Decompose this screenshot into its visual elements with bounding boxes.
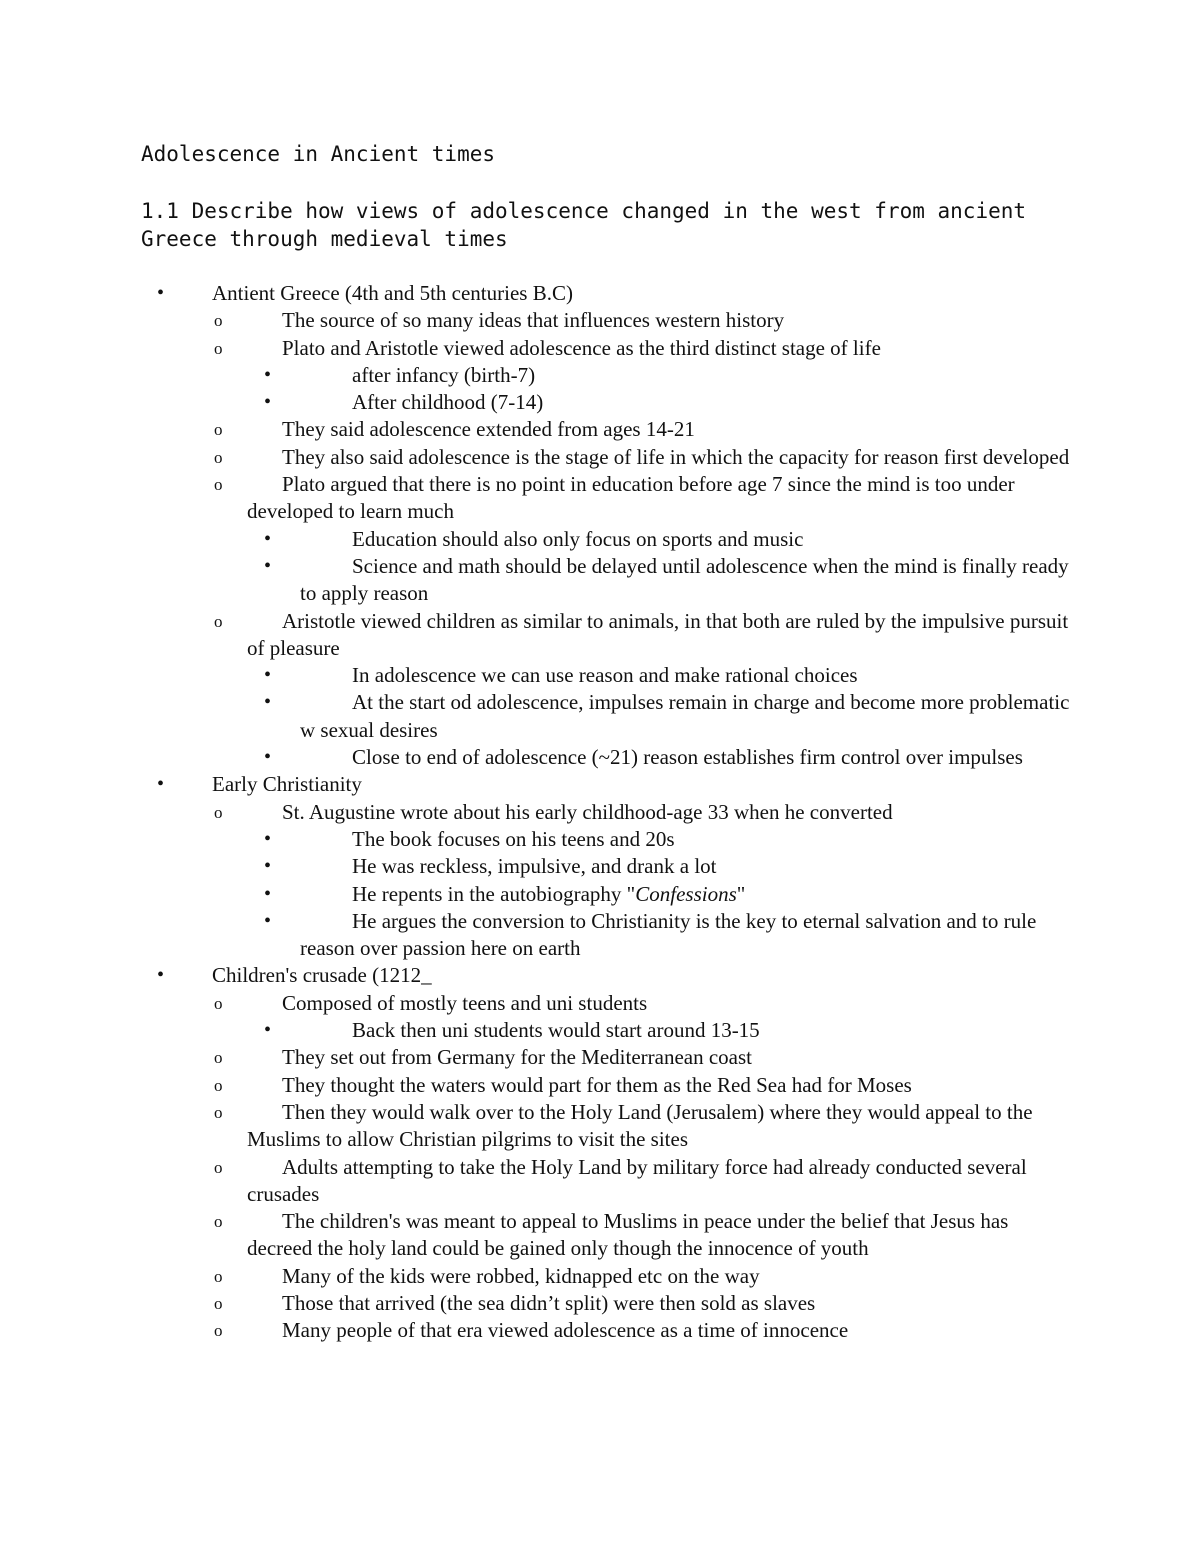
list-item xyxy=(214,1072,1070,1099)
closing-quote: " xyxy=(736,881,746,906)
bullet-dot-icon: • xyxy=(157,282,165,304)
bullet-circle-icon: o xyxy=(214,447,223,467)
bullet-circle-icon: o xyxy=(214,475,223,495)
list-item-text: At the start od adolescence, impulses remain in charge and become more problematic w sexual desires xyxy=(300,690,1070,742)
list-item xyxy=(214,416,1070,443)
bullet-circle-icon: o xyxy=(214,1293,223,1313)
bullet-dot-icon: • xyxy=(264,691,272,714)
book-title: Confessions xyxy=(635,881,737,906)
list-item xyxy=(214,1263,1070,1290)
outline-list xyxy=(0,280,1200,1345)
section-label: Early Christianity xyxy=(212,772,362,797)
bullet-dot-icon: • xyxy=(264,664,272,687)
bullet-circle-icon: o xyxy=(214,1266,223,1286)
list-item xyxy=(214,1208,1070,1263)
bullet-circle-icon: o xyxy=(214,1075,223,1095)
list-item xyxy=(264,662,1070,689)
bullet-circle-icon: o xyxy=(214,1157,223,1177)
list-item xyxy=(264,881,1070,908)
list-item-text: Then they would walk over to the Holy Land (Jerusalem) where they would appeal to the Muslims to allow Christian pilgrims to visit the sites xyxy=(247,1099,1033,1152)
list-item xyxy=(214,1154,1070,1209)
bullet-dot-icon: • xyxy=(264,527,272,550)
bullet-dot-icon: • xyxy=(264,882,272,905)
list-item xyxy=(264,1017,1070,1044)
list-item-text: Many people of that era viewed adolescence as a time of innocence xyxy=(282,1318,849,1343)
list-item-text: Many of the kids were robbed, kidnapped etc on the way xyxy=(282,1263,760,1288)
list-item-text: After childhood (7-14) xyxy=(352,390,544,415)
bullet-circle-icon: o xyxy=(214,993,223,1013)
list-item-text: He argues the conversion to Christianity is the key to eternal salvation and to rule reason over passion here on earth xyxy=(300,908,1037,961)
list-item-text: Back then uni students would start around 13-15 xyxy=(352,1018,760,1043)
list-item-text: Education should also only focus on sports and music xyxy=(352,526,804,551)
list-item xyxy=(264,826,1070,853)
bullet-dot-icon: • xyxy=(264,363,272,386)
list-item-text: In adolescence we can use reason and make rational choices xyxy=(352,663,858,688)
bullet-circle-icon: o xyxy=(214,338,223,358)
list-item-text: He was reckless, impulsive, and drank a lot xyxy=(352,854,717,879)
bullet-dot-icon: • xyxy=(264,1019,272,1042)
bullet-dot-icon: • xyxy=(264,909,272,932)
bullet-dot-icon: • xyxy=(264,746,272,769)
list-item xyxy=(264,853,1070,880)
list-item xyxy=(214,1044,1070,1071)
list-item xyxy=(214,1317,1070,1344)
list-item xyxy=(214,990,1070,1017)
bullet-circle-icon: o xyxy=(214,1102,223,1122)
list-item-text: They set out from Germany for the Mediterranean coast xyxy=(282,1045,752,1070)
list-item xyxy=(264,744,1070,771)
bullet-circle-icon: o xyxy=(214,1048,223,1068)
list-item-text: The book focuses on his teens and 20s xyxy=(352,826,675,851)
list-item xyxy=(214,335,1070,362)
list-item xyxy=(214,1290,1070,1317)
list-item xyxy=(264,908,1070,963)
list-item xyxy=(214,307,1070,334)
bullet-circle-icon: o xyxy=(214,802,223,822)
list-item-text: They said adolescence extended from ages 14-21 xyxy=(282,417,695,442)
bullet-circle-icon: o xyxy=(214,311,223,331)
list-item xyxy=(214,444,1070,471)
bullet-dot-icon: • xyxy=(157,773,165,796)
list-item-text: Those that arrived (the sea didn’t split) were then sold as slaves xyxy=(282,1290,816,1315)
bullet-circle-icon: o xyxy=(214,420,223,440)
list-item xyxy=(264,389,1070,416)
list-item xyxy=(214,799,1070,826)
list-item xyxy=(157,962,1070,989)
list-item xyxy=(214,1099,1070,1154)
section-label: Antient Greece (4th and 5th centuries B.C) xyxy=(212,281,573,305)
list-item-text: The source of so many ideas that influences western history xyxy=(282,308,785,333)
list-item xyxy=(264,526,1070,553)
list-item-text: They thought the waters would part for them as the Red Sea had for Moses xyxy=(282,1072,912,1097)
list-item xyxy=(264,689,1070,744)
bullet-dot-icon: • xyxy=(264,391,272,414)
list-item xyxy=(264,553,1070,608)
list-item-text: They also said adolescence is the stage of life in which the capacity for reason first developed xyxy=(282,444,1070,469)
list-item-text: Aristotle viewed children as similar to animals, in that both are ruled by the impulsive pursuit of pleasure xyxy=(247,608,1069,660)
section-label: Children's crusade (1212_ xyxy=(212,963,432,988)
list-item-text: Plato and Aristotle viewed adolescence as the third distinct stage of life xyxy=(282,335,881,360)
section-heading: 1.1 Describe how views of adolescence changed in the west from ancient Greece through medieval times xyxy=(141,199,1027,251)
list-item xyxy=(264,362,1070,389)
list-item-text: Science and math should be delayed until adolescence when the mind is finally ready to apply reason xyxy=(300,553,1069,606)
list-item-text: The children's was meant to appeal to Muslims in peace under the belief that Jesus has decreed the holy land could be gained only though the innocence of youth xyxy=(247,1209,1009,1261)
list-item-text: Plato argued that there is no point in education before age 7 since the mind is too under developed to learn much xyxy=(247,472,1015,524)
document-title: Adolescence in Ancient times xyxy=(141,142,496,166)
list-item xyxy=(214,608,1070,663)
bullet-dot-icon: • xyxy=(264,554,272,577)
list-item xyxy=(157,280,1070,307)
bullet-circle-icon: o xyxy=(214,1321,223,1341)
bullet-circle-icon: o xyxy=(214,611,223,631)
bullet-dot-icon: • xyxy=(264,855,272,878)
bullet-circle-icon: o xyxy=(214,1212,223,1232)
list-item-text: St. Augustine wrote about his early childhood-age 33 when he converted xyxy=(282,799,893,824)
list-item-text: Composed of mostly teens and uni students xyxy=(282,990,648,1015)
list-item-text: He repents in the autobiography " xyxy=(352,881,636,906)
list-item xyxy=(214,471,1070,526)
list-item xyxy=(157,771,1070,798)
list-item-text: Close to end of adolescence (~21) reason establishes firm control over impulses xyxy=(352,745,1023,770)
list-item-text: Adults attempting to take the Holy Land by military force had already conducted several crusades xyxy=(247,1154,1027,1206)
list-item-text: after infancy (birth-7) xyxy=(352,362,536,387)
bullet-dot-icon: • xyxy=(157,964,165,987)
bullet-dot-icon: • xyxy=(264,827,272,850)
